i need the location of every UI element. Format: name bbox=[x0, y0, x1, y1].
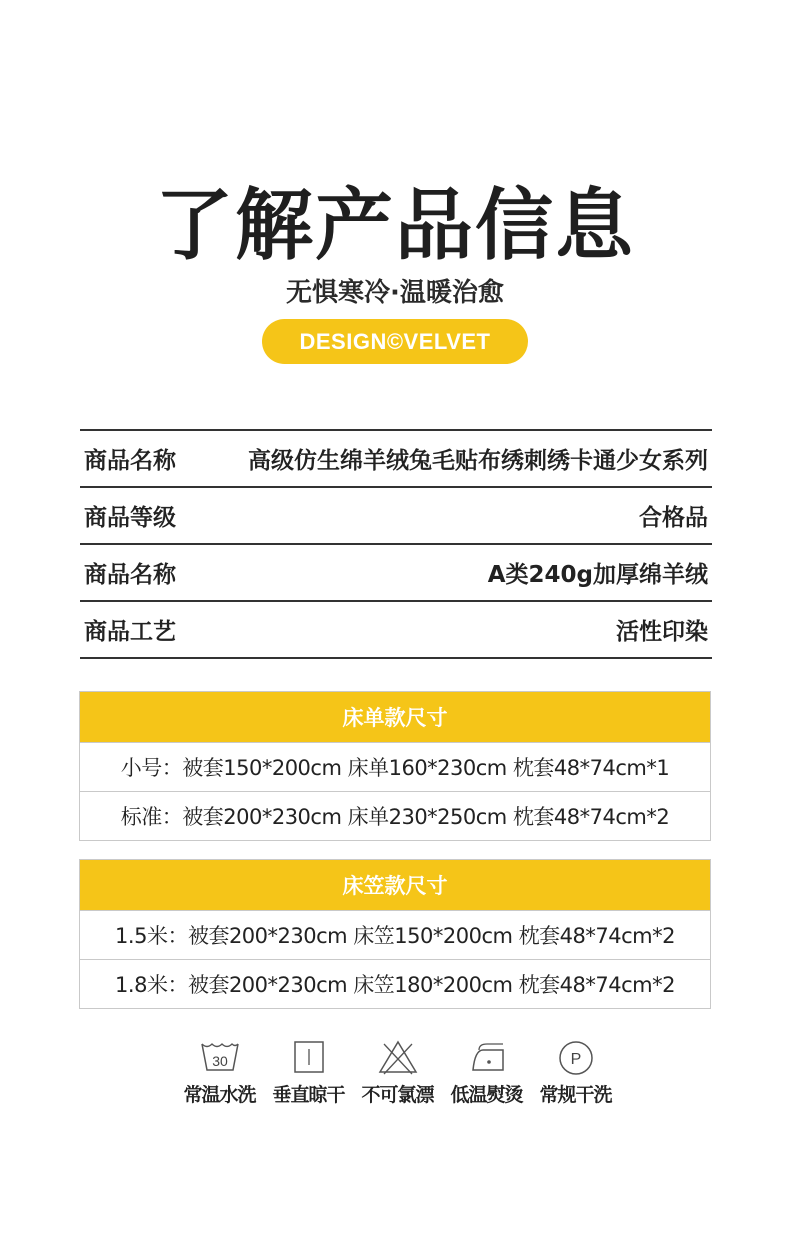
size-row: 小号：被套150*200cm 床单160*230cm 枕套48*74cm*1 bbox=[80, 742, 710, 791]
care-label: 常温水洗 bbox=[183, 1084, 256, 1106]
fitted-size-header: 床笠款尺寸 bbox=[80, 860, 710, 910]
info-label: 商品工艺 bbox=[84, 619, 176, 645]
size-row: 标准：被套200*230cm 床单230*250cm 枕套48*74cm*2 bbox=[80, 791, 710, 840]
info-row bbox=[80, 488, 712, 545]
hang-dry-icon bbox=[287, 1038, 331, 1076]
wash-30-icon bbox=[198, 1038, 242, 1076]
sheet-size-table bbox=[79, 691, 711, 841]
care-label: 低温熨烫 bbox=[450, 1084, 523, 1106]
care-item bbox=[264, 1038, 353, 1107]
info-row bbox=[80, 545, 712, 602]
size-row: 1.8米：被套200*230cm 床笠180*200cm 枕套48*74cm*2 bbox=[80, 959, 710, 1008]
no-bleach-icon bbox=[376, 1038, 420, 1076]
dry-clean-p-icon bbox=[554, 1038, 598, 1076]
care-label: 垂直晾干 bbox=[272, 1084, 345, 1106]
care-label: 不可氯漂 bbox=[361, 1084, 434, 1106]
fitted-size-table bbox=[79, 859, 711, 1009]
care-item bbox=[442, 1038, 531, 1107]
page-subtitle: 无惧寒冷·温暖治愈 bbox=[286, 278, 504, 308]
wash-temp-text: 30 bbox=[211, 1053, 228, 1069]
info-value: 活性印染 bbox=[616, 619, 708, 645]
info-row bbox=[80, 602, 712, 659]
page-title: 了解产品信息 bbox=[154, 181, 635, 271]
info-label: 商品等级 bbox=[84, 505, 176, 531]
info-value: 合格品 bbox=[639, 505, 708, 531]
info-value: A类240g加厚绵羊绒 bbox=[487, 562, 708, 588]
info-label: 商品名称 bbox=[84, 562, 176, 588]
info-value: 高级仿生绵羊绒兔毛贴布绣刺绣卡通少女系列 bbox=[248, 448, 708, 474]
low-iron-icon bbox=[465, 1038, 509, 1076]
care-item bbox=[353, 1038, 442, 1107]
care-item bbox=[175, 1038, 264, 1107]
dry-clean-letter: P bbox=[570, 1051, 581, 1068]
care-instructions bbox=[175, 1038, 620, 1118]
brand-badge: DESIGN©VELVET bbox=[262, 319, 528, 364]
product-info-table bbox=[80, 429, 712, 659]
sheet-size-header: 床单款尺寸 bbox=[80, 692, 710, 742]
care-item bbox=[531, 1038, 620, 1107]
size-row: 1.5米：被套200*230cm 床笠150*200cm 枕套48*74cm*2 bbox=[80, 910, 710, 959]
info-row bbox=[80, 431, 712, 488]
info-label: 商品名称 bbox=[84, 448, 176, 474]
care-label: 常规干洗 bbox=[539, 1084, 612, 1106]
